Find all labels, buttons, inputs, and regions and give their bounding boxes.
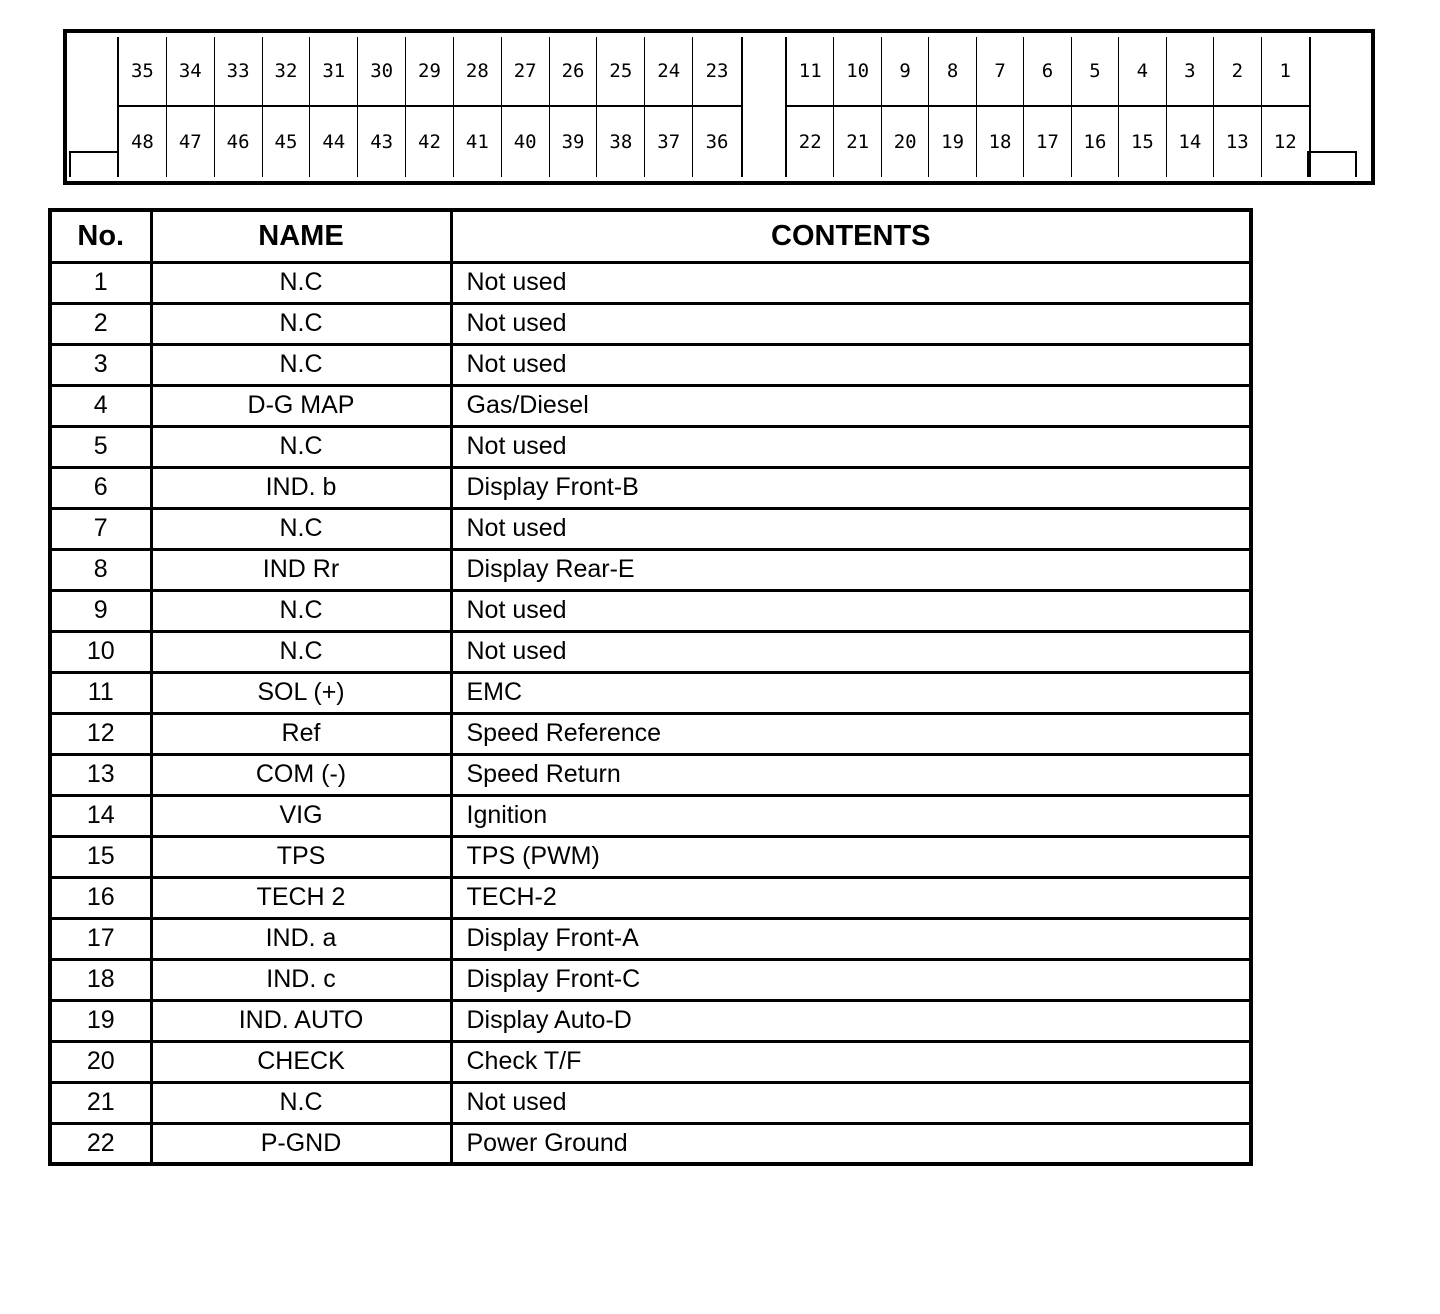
pin-label: 22 [787,107,834,177]
cell-name: IND. AUTO [151,1000,451,1041]
table-header-row [50,210,1251,262]
cell-no: 5 [50,426,151,467]
cell-name: COM (-) [151,754,451,795]
cell-no: 12 [50,713,151,754]
cell-name: TPS [151,836,451,877]
cell-name: P-GND [151,1123,451,1164]
cell-contents: Display Rear-E [451,549,1251,590]
pin-label: 18 [977,107,1024,177]
pin-label: 23 [693,37,741,107]
cell-no: 21 [50,1082,151,1123]
cell-contents: Not used [451,426,1251,467]
cell-name: IND. c [151,959,451,1000]
cell-contents: TPS (PWM) [451,836,1251,877]
header-no: No. [50,210,151,262]
pin-label: 20 [882,107,929,177]
table-row [50,1123,1251,1164]
pin-label: 33 [215,37,263,107]
cell-name: N.C [151,1082,451,1123]
pin-label: 29 [406,37,454,107]
cell-name: N.C [151,426,451,467]
cell-name: VIG [151,795,451,836]
pin-label: 25 [597,37,645,107]
pin-label: 36 [705,131,729,153]
cell-no: 1 [50,262,151,303]
pin-label: 27 [502,37,550,107]
pin-label: 3 [1167,37,1214,107]
pin-label: 39 [550,107,598,177]
cell-name: N.C [151,262,451,303]
cell-contents: Speed Return [451,754,1251,795]
connector-latch-right [1307,151,1357,177]
pin-label: 21 [834,107,881,177]
pin-label: 30 [358,37,406,107]
pin-label: 6 [1024,37,1071,107]
cell-name: N.C [151,590,451,631]
pin-label: 4 [1119,37,1166,107]
pin-label: 16 [1072,107,1119,177]
cell-no: 13 [50,754,151,795]
pin-label: 10 [834,37,881,107]
table-row [50,467,1251,508]
cell-no: 8 [50,549,151,590]
cell-contents: Not used [451,631,1251,672]
table-row [50,344,1251,385]
table-row [50,1041,1251,1082]
cell-contents: Not used [451,303,1251,344]
pin-table [48,208,1253,1166]
table-row [50,918,1251,959]
pin-label: 32 [263,37,311,107]
cell-name: IND. b [151,467,451,508]
pin-label: 43 [358,107,406,177]
pin-label: 44 [310,107,358,177]
pin-label: 46 [215,107,263,177]
cell-contents: Not used [451,344,1251,385]
pin-label: 17 [1024,107,1071,177]
cell-contents: Gas/Diesel [451,385,1251,426]
table-row [50,262,1251,303]
pin-label: 11 [787,37,834,107]
table-row [50,877,1251,918]
cell-name: N.C [151,344,451,385]
pin-label: 8 [929,37,976,107]
cell-contents: Not used [451,508,1251,549]
connector-diagram [63,29,1375,185]
cell-name: Ref [151,713,451,754]
table-row [50,590,1251,631]
table-row [50,836,1251,877]
table-row [50,672,1251,713]
pin-label: 5 [1072,37,1119,107]
pin-label: 28 [454,37,502,107]
cell-no: 10 [50,631,151,672]
pin-label: 14 [1167,107,1214,177]
pin-label: 26 [550,37,598,107]
connector-left-block [117,37,743,177]
cell-no: 11 [50,672,151,713]
table-row [50,1000,1251,1041]
pin-label: 37 [645,107,693,177]
cell-contents: EMC [451,672,1251,713]
pin-label: 31 [310,37,358,107]
pin-label: 47 [167,107,215,177]
cell-contents: Display Front-C [451,959,1251,1000]
table-row [50,1082,1251,1123]
table-row [50,959,1251,1000]
table-row [50,303,1251,344]
pin-label: 48 [119,107,167,177]
cell-name: IND Rr [151,549,451,590]
header-contents: CONTENTS [451,210,1251,262]
cell-name: N.C [151,508,451,549]
cell-no: 19 [50,1000,151,1041]
connector-right-block [785,37,1311,177]
cell-name: CHECK [151,1041,451,1082]
cell-name: SOL (+) [151,672,451,713]
cell-no: 14 [50,795,151,836]
pin-label: 41 [454,107,502,177]
table-row [50,549,1251,590]
pin-label: 13 [1214,107,1261,177]
cell-contents: Not used [451,1082,1251,1123]
pin-label: 2 [1214,37,1261,107]
table-row [50,426,1251,467]
cell-no: 3 [50,344,151,385]
connector-latch-left [69,151,119,177]
cell-name: N.C [151,631,451,672]
cell-contents: TECH-2 [451,877,1251,918]
cell-no: 17 [50,918,151,959]
pin-label: 12 [1273,131,1297,153]
cell-contents: Display Front-B [451,467,1251,508]
cell-contents: Check T/F [451,1041,1251,1082]
table-row [50,508,1251,549]
table-row [50,713,1251,754]
table-row [50,795,1251,836]
cell-name: IND. a [151,918,451,959]
pin-label: 15 [1119,107,1166,177]
pin-label: 38 [597,107,645,177]
pin-label: 1 [1262,37,1309,107]
pin-label: 7 [977,37,1024,107]
table-row [50,631,1251,672]
cell-contents: Display Front-A [451,918,1251,959]
cell-no: 18 [50,959,151,1000]
cell-no: 22 [50,1123,151,1164]
pin-label: 24 [645,37,693,107]
cell-no: 4 [50,385,151,426]
cell-contents: Power Ground [451,1123,1251,1164]
cell-contents: Not used [451,262,1251,303]
pin-label: 35 [119,37,167,107]
cell-contents: Not used [451,590,1251,631]
pin-label: 19 [929,107,976,177]
cell-no: 20 [50,1041,151,1082]
cell-contents: Speed Reference [451,713,1251,754]
cell-no: 16 [50,877,151,918]
pin-label: 34 [167,37,215,107]
pin-label: 9 [882,37,929,107]
cell-no: 15 [50,836,151,877]
header-name: NAME [151,210,451,262]
cell-name: N.C [151,303,451,344]
cell-no: 7 [50,508,151,549]
table-row [50,385,1251,426]
cell-no: 2 [50,303,151,344]
cell-no: 9 [50,590,151,631]
pin-label: 42 [406,107,454,177]
pin-label: 40 [502,107,550,177]
cell-no: 6 [50,467,151,508]
cell-contents: Ignition [451,795,1251,836]
cell-name: D-G MAP [151,385,451,426]
table-row [50,754,1251,795]
cell-name: TECH 2 [151,877,451,918]
pin-label: 45 [263,107,311,177]
cell-contents: Display Auto-D [451,1000,1251,1041]
